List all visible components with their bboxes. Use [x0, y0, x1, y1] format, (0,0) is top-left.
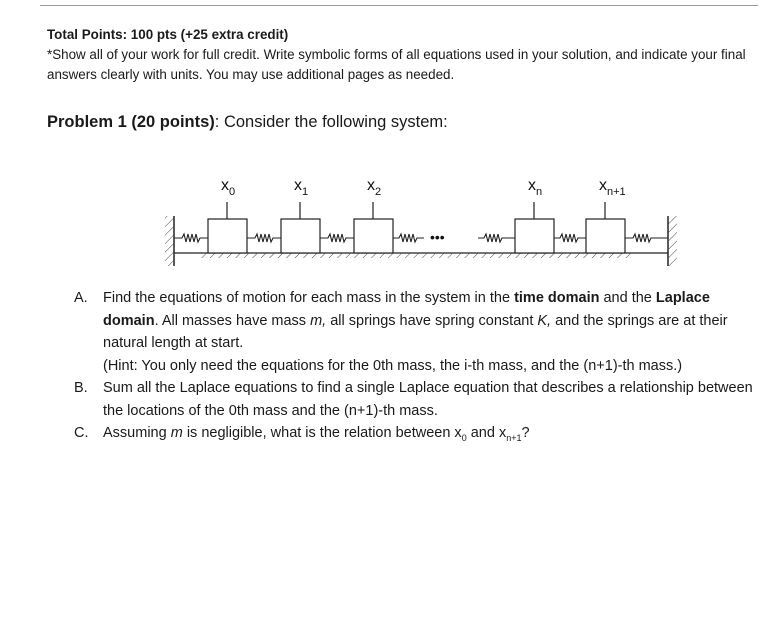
label-x1: $x_1$ — [294, 177, 309, 198]
problem-intro: : Consider the following system: — [214, 113, 448, 131]
spring-4 — [478, 234, 515, 242]
qa-italic-m: m, — [310, 312, 327, 329]
qa-text-4: all springs have spring constant — [326, 312, 538, 329]
qc-text-1: Assuming — [103, 425, 171, 441]
question-c-letter: C. — [74, 425, 89, 441]
question-b — [74, 377, 764, 422]
instructions: *Show all of your work for full credit. Write symbolic forms of all equations used in your solution, and indicate your final answers clearly with units. You may use additional pages as needed. — [47, 47, 746, 82]
qc-text-2: is negligible, what is the relation between x — [182, 425, 462, 441]
top-rule — [40, 5, 758, 6]
qa-text-1: Find the equations of motion for each mass in the system in the — [103, 290, 515, 306]
question-a-letter: A. — [74, 290, 88, 306]
mass-n — [515, 177, 554, 253]
question-list — [74, 287, 764, 449]
mass-n-plus-1 — [586, 177, 626, 253]
problem-title — [47, 113, 448, 132]
total-points: Total Points: 100 pts (+25 extra credit) — [47, 27, 289, 42]
qc-sub-n1: n+1 — [506, 432, 522, 443]
right-wall — [668, 216, 677, 266]
spring-3 — [393, 234, 424, 242]
qa-text-2: and the — [599, 290, 656, 306]
qa-bold-laplace-domain: Laplace domain — [103, 290, 710, 329]
spring-6 — [625, 234, 668, 242]
label-xn1: $x_{n+1}$ — [599, 177, 626, 198]
mass-2 — [354, 177, 393, 253]
header — [47, 25, 747, 85]
label-x2: $x_2$ — [367, 177, 382, 198]
qa-text-3: . All masses have mass — [154, 312, 311, 329]
mass-1 — [281, 177, 320, 253]
question-b-letter: B. — [74, 380, 88, 396]
qc-italic-m: m — [170, 425, 183, 441]
mass-0 — [208, 177, 247, 253]
question-c-body — [103, 422, 764, 449]
qa-text-5: and the springs are at their natural length at start. — [103, 312, 728, 351]
left-wall — [165, 216, 174, 266]
ground — [174, 253, 668, 258]
qc-text-4: ? — [521, 425, 530, 441]
qa-hint: (Hint: You only need the equations for the 0th mass, the i-th mass, and the (n+1)-th mass.) — [103, 357, 683, 374]
question-a — [74, 287, 764, 377]
qa-italic-k: K, — [537, 312, 552, 329]
qc-text-3: and x — [466, 425, 507, 441]
qa-bold-time-domain: time domain — [514, 290, 600, 306]
label-xn: $x_n$ — [528, 177, 543, 198]
ellipsis: ••• — [430, 229, 445, 245]
qc-sub-0: 0 — [461, 432, 467, 443]
question-a-body — [103, 287, 764, 377]
label-x0: $x_0$ — [221, 177, 236, 198]
spring-2 — [320, 234, 354, 242]
problem-label: Problem 1 (20 points) — [47, 113, 215, 131]
spring-0 — [174, 234, 208, 242]
spring-1 — [247, 234, 281, 242]
mass-spring-diagram — [160, 172, 680, 267]
spring-5 — [554, 234, 586, 242]
question-c — [74, 422, 764, 449]
question-b-body: Sum all the Laplace equations to find a single Laplace equation that describes a relationship between the locations of the 0th mass and the (n+1)-th mass. — [103, 380, 753, 419]
